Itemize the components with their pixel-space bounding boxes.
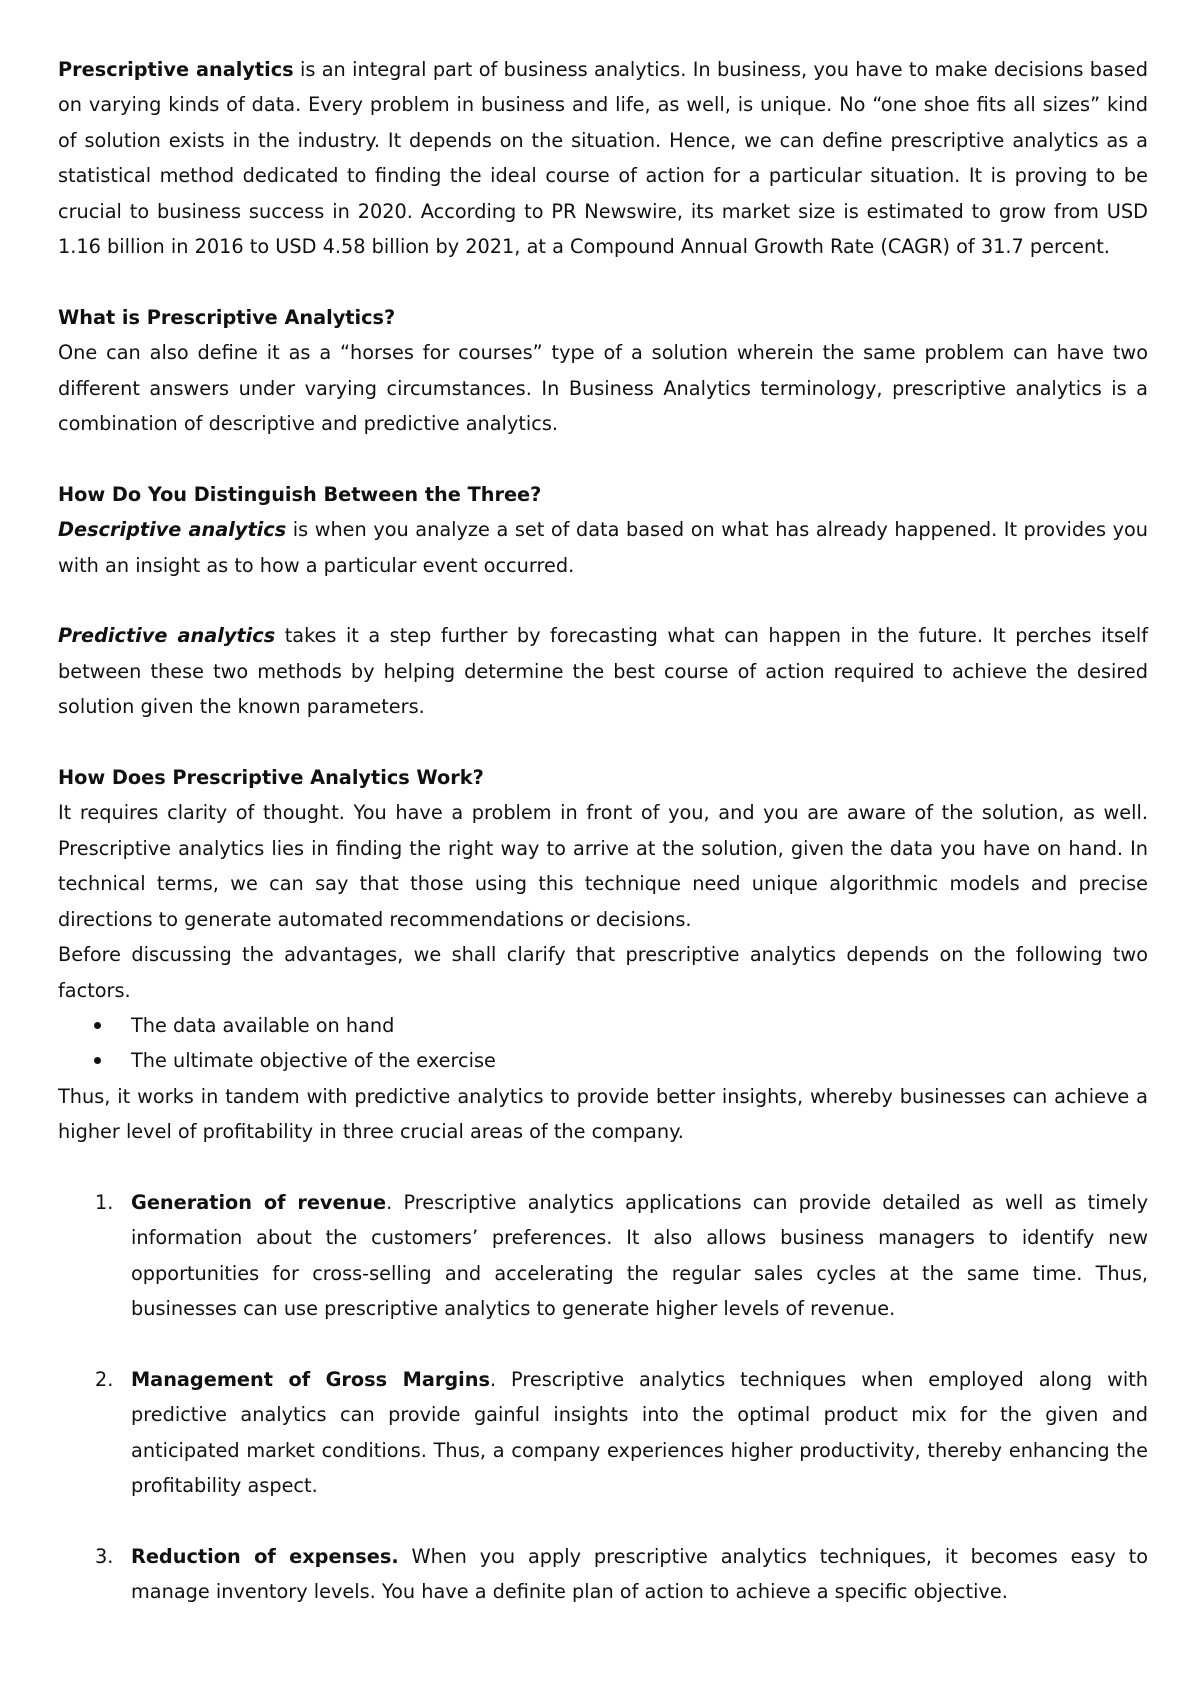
item-number: 1.	[95, 1190, 114, 1214]
what-is-paragraph: One can also define it as a “horses for courses” type of a solution wherein the same problem can have two different answers under varying circumstances. In Business Analytics terminology, prescriptive analytics is a combination of descriptive and predictive analytics.	[58, 341, 1148, 436]
bullet-icon	[94, 1057, 101, 1064]
predictive-paragraph	[58, 618, 1148, 724]
item-number: 2.	[95, 1367, 114, 1391]
benefits-numbered-list	[58, 1185, 1148, 1610]
list-item	[58, 1539, 1148, 1610]
item-term: Management of Gross Margins	[131, 1367, 490, 1391]
bullet-text: The ultimate objective of the exercise	[131, 1049, 496, 1073]
heading-how-work: How Does Prescriptive Analytics Work?	[58, 766, 484, 790]
intro-term: Prescriptive analytics	[58, 58, 294, 81]
predictive-text: takes it a step further by forecasting what can happen in the future. It perches itself between these two methods by helping determine the best course of action required to achieve the desired solution given the known parameters.	[58, 624, 1149, 719]
item-term: Generation of revenue	[131, 1190, 387, 1214]
spacer	[58, 441, 1148, 476]
descriptive-paragraph	[58, 512, 1148, 583]
spacer	[58, 264, 1148, 299]
document-page	[58, 52, 1148, 1610]
intro-text: is an integral part of business analytics. In business, you have to make decisions based on varying kinds of data. Every problem in business and life, as well, is unique. No “one shoe fits all sizes” kind of solution exists in the industry. It depends on the situation. Hence, we can define prescriptive analytics as a statistical method dedicated to finding the ideal course of action for a particular situation. It is proving to be crucial to business success in 2020. According to PR Newswire, its market size is estimated to grow from USD 1.16 billion in 2016 to USD 4.58 billion by 2021, at a Compound Annual Growth Rate (CAGR) of 31.7 percent.	[58, 58, 1149, 259]
heading-distinguish: How Do You Distinguish Between the Three?	[58, 482, 542, 506]
item-text: When you apply prescriptive analytics techniques, it becomes easy to manage inventory levels. You have a definite plan of action to achieve a specific objective.	[131, 1544, 1148, 1604]
how-work-paragraph-2: Before discussing the advantages, we shall clarify that prescriptive analytics depends on the following two factors.	[58, 943, 1148, 1002]
intro-paragraph	[58, 52, 1148, 264]
spacer	[58, 1150, 1148, 1185]
how-work-paragraph-3: Thus, it works in tandem with predictive analytics to provide better insights, whereby businesses can achieve a higher level of profitability in three crucial areas of the company.	[58, 1084, 1148, 1144]
list-item	[58, 1185, 1148, 1327]
descriptive-text: is when you analyze a set of data based on what has already happened. It provides you with an insight as to how a particular event occurred.	[58, 518, 1148, 577]
item-text: . Prescriptive analytics techniques when employed along with predictive analytics can provide gainful insights into the optimal product mix for the given and anticipated market conditions. Thus, a company experiences higher productivity, thereby enhancing the profitability aspect.	[131, 1367, 1149, 1498]
heading-what-is: What is Prescriptive Analytics?	[58, 305, 396, 329]
predictive-term: Predictive analytics	[58, 624, 276, 648]
list-item	[58, 1043, 1148, 1078]
item-number: 3.	[95, 1544, 114, 1568]
factors-bullet-list	[58, 1008, 1148, 1079]
bullet-text: The data available on hand	[131, 1013, 395, 1037]
item-text: . Prescriptive analytics applications can provide detailed as well as timely information about the customers’ preferences. It also allows business managers to identify new opportunities for cross-selling and accelerating the regular sales cycles at the same time. Thus, businesses can use prescriptive analytics to generate higher levels of revenue.	[131, 1190, 1148, 1321]
descriptive-term: Descriptive analytics	[58, 518, 287, 542]
spacer	[58, 583, 1148, 618]
how-work-paragraph-1: It requires clarity of thought. You have a problem in front of you, and you are aware of the solution, as well. Prescriptive analytics lies in finding the right way to arrive at the solution, given the data you have on hand. In technical terms, we can say that those using this technique need unique algorithmic models and precise directions to generate automated recommendations or decisions.	[58, 801, 1148, 931]
list-item	[58, 1362, 1148, 1504]
spacer	[58, 725, 1148, 760]
bullet-icon	[94, 1022, 101, 1029]
item-term: Reduction of expenses.	[131, 1544, 399, 1568]
list-item	[58, 1008, 1148, 1043]
